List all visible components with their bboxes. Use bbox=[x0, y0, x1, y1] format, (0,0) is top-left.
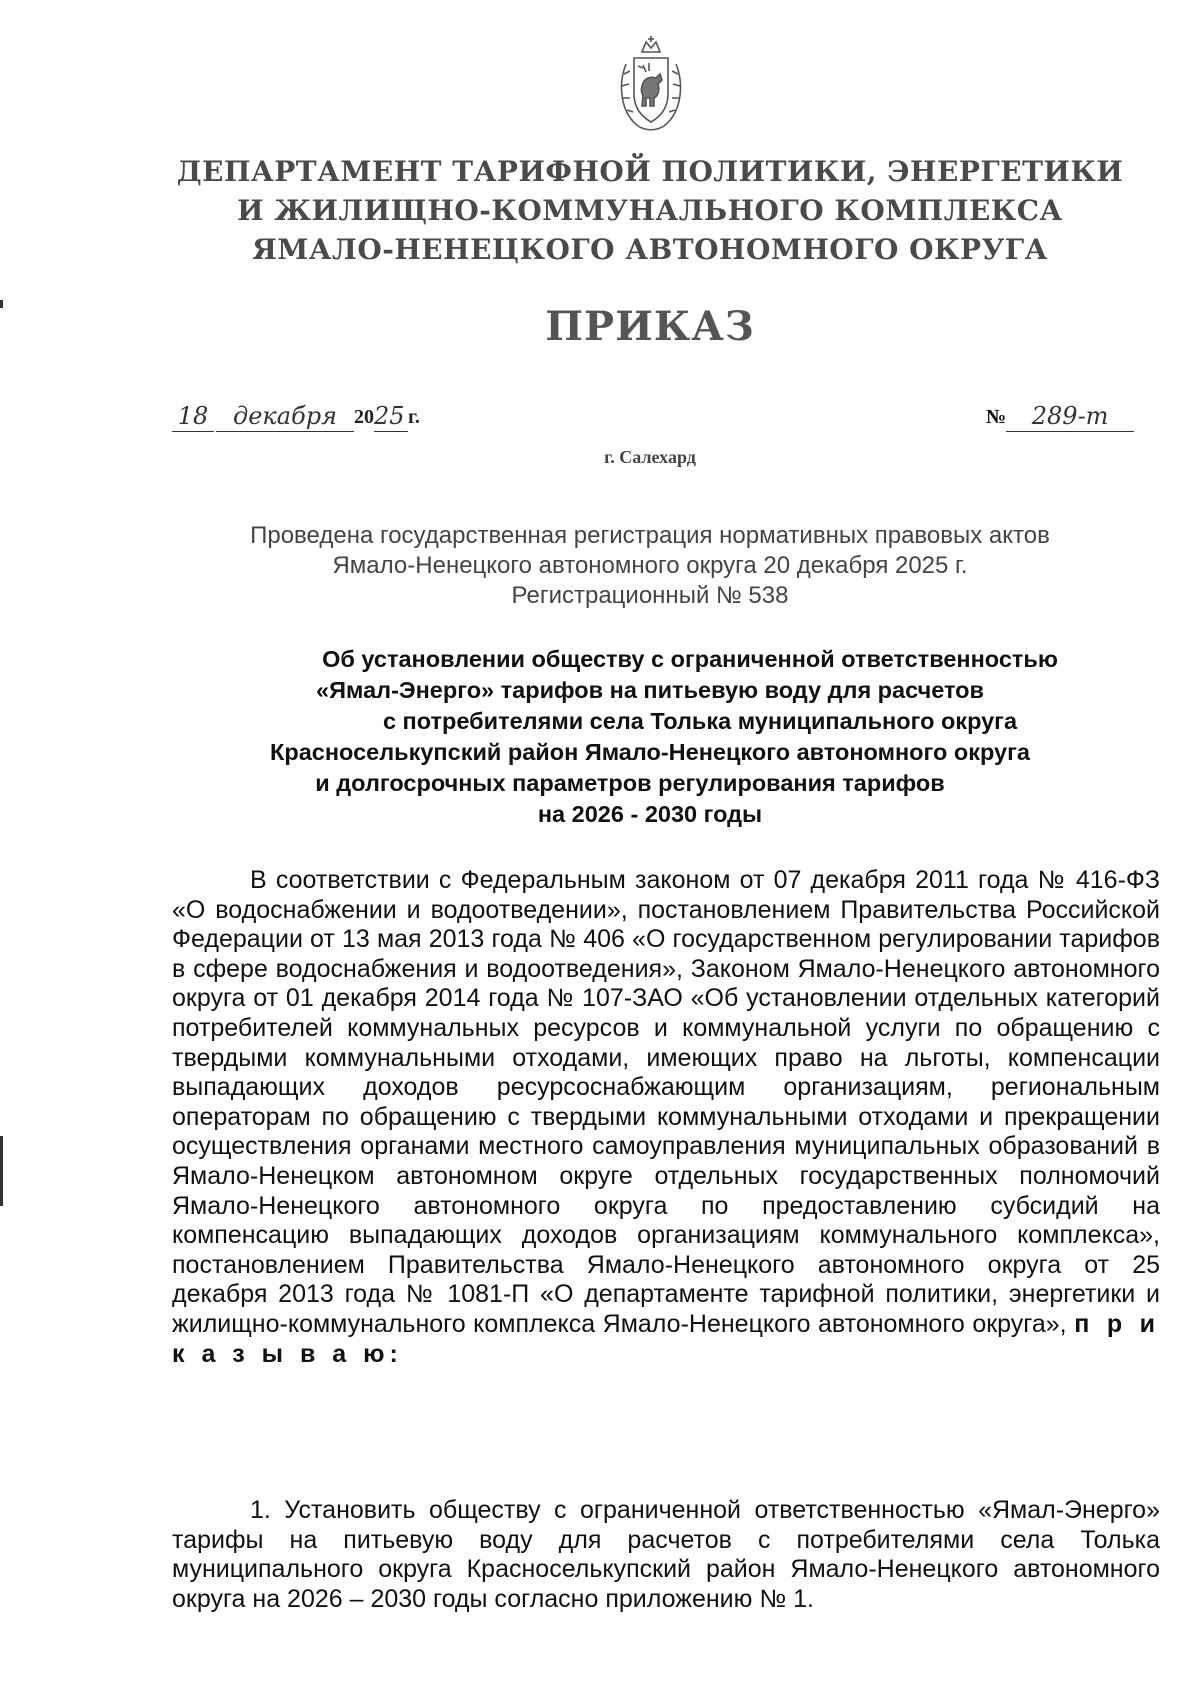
document-type-title: ПРИКАЗ bbox=[545, 303, 755, 350]
coat-of-arms-icon bbox=[616, 34, 686, 136]
subject-line-1: Об установлении обществу с ограниченной ответственностью bbox=[322, 646, 1058, 672]
date-month: декабря bbox=[216, 401, 354, 432]
subject-line-2: «Ямал-Энерго» тарифов на питьевую воду для расчетов bbox=[316, 677, 984, 703]
order-item-1-text: 1. Установить обществу с ограниченной ответственностью «Ямал-Энерго» тарифы на питьевую воду для расчетов с потребителями села Толька муниципального округа Красноселькупский район Ямало-Ненецкого автономного округа на 2026 – 2030 годы согласно приложению № 1. bbox=[172, 1496, 1160, 1613]
preamble-paragraph bbox=[172, 866, 1160, 1369]
department-name-line-2: И ЖИЛИЩНО-КОММУНАЛЬНОГО КОМПЛЕКСА bbox=[237, 194, 1063, 227]
city-of-issue: г. Салехард bbox=[604, 447, 696, 467]
preamble-text: В соответствии с Федеральным законом от 07 декабря 2011 года № 416-ФЗ «О водоснабжении и водоотведении», постановлением Правительства Российской Федерации от 13 мая 2013 года № 406 «О государственном регулировании тарифов в сфере водоснабжения и водоотведения», Законом Ямало-Ненецкого автономного округа от 01 декабря 2014 года № 107-ЗАО «Об установлении отдельных категорий потребителей коммунальных ресурсов и коммунальной услуги по обращению с твердыми коммунальными отходами, имеющих право на льготы, компенсации выпадающих доходов ресурсоснабжающим организациям, региональным операторам по обращению с твердыми коммунальными отходами и прекращении осуществления органами местного самоуправления муниципальных образований в Ямало-Ненецком автономном округе отдельных государственных полномочий Ямало-Ненецкого автономного округа по предоставлению субсидий на компенсацию выпадающих доходов организациям коммунального комплекса», постановлением Правительства Ямало-Ненецкого автономного округа от 25 декабря 2013 года № 1081-П «О департаменте тарифной политики, энергетики и жилищно-коммунального комплекса Ямало-Ненецкого автономного округа», bbox=[172, 866, 1160, 1338]
order-number bbox=[986, 392, 1134, 432]
registration-note-line-2: Ямало-Ненецкого автономного округа 20 декабря 2025 г. bbox=[332, 552, 968, 579]
subject-line-6: на 2026 - 2030 годы bbox=[537, 801, 763, 827]
department-name-line-1: ДЕПАРТАМЕНТ ТАРИФНОЙ ПОЛИТИКИ, ЭНЕРГЕТИКИ bbox=[176, 155, 1124, 188]
order-date bbox=[172, 392, 420, 432]
registration-note-line-1: Проведена государственная регистрация нормативных правовых актов bbox=[250, 522, 1050, 549]
scan-edge-mark bbox=[0, 300, 3, 308]
registration-note-line-3: Регистрационный № 538 bbox=[511, 582, 789, 609]
date-day: 18 bbox=[172, 401, 214, 432]
order-item-1 bbox=[172, 1496, 1160, 1614]
department-name-line-3: ЯМАЛО-НЕНЕЦКОГО АВТОНОМНОГО ОКРУГА bbox=[252, 233, 1048, 266]
subject-line-5: и долгосрочных параметров регулирования тарифов bbox=[315, 770, 945, 796]
order-word: п р и к а з ы в а ю: bbox=[172, 1309, 1160, 1368]
subject-line-3: с потребителями села Толька муниципального округа bbox=[382, 708, 1018, 734]
date-year-suffix: 25 bbox=[374, 401, 408, 432]
date-year-unit: г. bbox=[408, 406, 420, 428]
date-year-prefix: 20 bbox=[354, 406, 374, 428]
scan-edge-mark bbox=[0, 1136, 3, 1206]
number-sign: № bbox=[986, 406, 1007, 428]
number-value: 289-т bbox=[1006, 401, 1134, 432]
subject-line-4: Красноселькупский район Ямало-Ненецкого автономного округа bbox=[270, 739, 1030, 765]
